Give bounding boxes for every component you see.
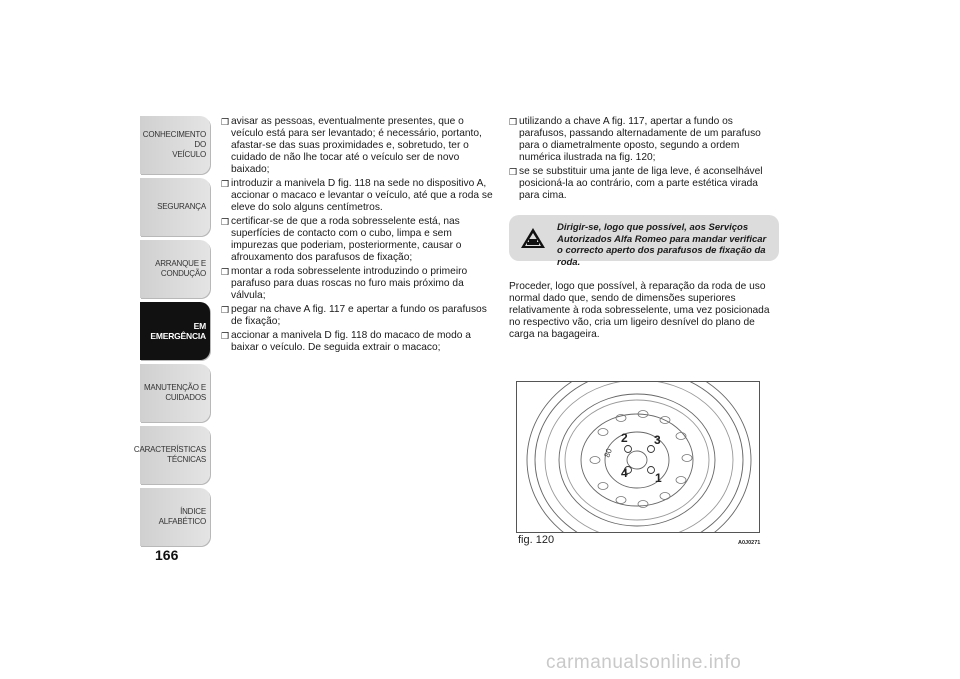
wheel-bolt-figure — [516, 381, 760, 533]
list-item-text: certificar-se de que a roda sobresselente está, nas superfícies de contacto com o cubo, limpa e sem impurezas que poderiam, posteriormente, causar o afrouxamento dos parafusos de fixação; — [231, 216, 462, 263]
right-column — [509, 116, 781, 341]
tab-em-emergencia[interactable] — [140, 302, 210, 360]
list-item-text: se se substituir uma jante de liga leve, é aconselhável posicioná-la ao contrário, com a parte estética virada para cima. — [519, 166, 763, 201]
tab-label: CARACTERÍSTICAS TÉCNICAS — [133, 445, 206, 464]
wheel-illustration — [517, 382, 760, 533]
warning-triangle-icon — [520, 227, 546, 249]
list-item — [221, 330, 493, 354]
checkbox-bullet-icon: ❒ — [509, 117, 518, 127]
list-item-text: utilizando a chave A fig. 117, apertar a fundo os parafusos, passando alternadamente de um parafuso para o diametralmente oposto, segundo a ordem numérica ilustrada na fig. 120; — [519, 116, 761, 163]
checkbox-bullet-icon: ❒ — [509, 167, 518, 177]
tab-conhecimento-do-veiculo[interactable] — [140, 116, 210, 174]
tab-arranque-e-conducao[interactable] — [140, 240, 210, 298]
checkbox-bullet-icon: ❒ — [221, 331, 230, 341]
list-item-text: introduzir a manivela D fig. 118 na sede no dispositivo A, accionar o macaco e levantar o veículo, até que a roda se eleve do solo alguns centímetros. — [231, 178, 493, 213]
figure-code: A0J0271 — [738, 540, 761, 546]
rim-marking: 80 — [602, 447, 614, 459]
tab-label: SEGURANÇA — [157, 202, 206, 211]
checkbox-bullet-icon: ❒ — [221, 267, 230, 277]
watermark: carmanualsonline.info — [546, 652, 742, 673]
tab-indice-alfabetico[interactable] — [140, 488, 210, 546]
tab-label: EM EMERGÊNCIA — [150, 321, 206, 341]
tab-seguranca[interactable] — [140, 178, 210, 236]
list-item — [221, 266, 493, 302]
tab-manutencao-e-cuidados[interactable] — [140, 364, 210, 422]
body-paragraph: Proceder, logo que possível, à reparação da roda de uso normal dado que, sendo de dimensões superiores relativamente à roda sobresselente, uma vez posicionada no respectivo vão, cria um ligeiro desnível do plano de carga na bagageira. — [509, 281, 770, 340]
list-item-text: pegar na chave A fig. 117 e apertar a fundo os parafusos de fixação; — [231, 304, 487, 327]
tab-label: MANUTENÇÃO E CUIDADOS — [143, 383, 206, 402]
bolt-number-1: 1 — [655, 471, 662, 485]
list-item-text: montar a roda sobresselente introduzindo o primeiro parafuso para duas roscas no furo mais próximo da válvula; — [231, 266, 468, 301]
list-item — [509, 166, 781, 202]
checkbox-bullet-icon: ❒ — [221, 217, 230, 227]
list-item — [221, 304, 493, 328]
list-item — [221, 116, 493, 176]
warning-box — [509, 215, 779, 268]
bolt-number-3: 3 — [654, 433, 661, 447]
checkbox-bullet-icon: ❒ — [221, 179, 230, 189]
warning-text: Dirigir-se, logo que possível, aos Serviços Autorizados Alfa Romeo para mandar verificar o correcto aperto dos parafusos de fixação da roda. — [557, 222, 767, 268]
bolt-number-2: 2 — [621, 431, 628, 445]
list-item — [509, 116, 781, 164]
page-number: 166 — [155, 547, 179, 563]
tab-label: ÍNDICE ALFABÉTICO — [158, 507, 206, 526]
tab-caracteristicas-tecnicas[interactable] — [133, 426, 210, 484]
list-item-text: avisar as pessoas, eventualmente presentes, que o veículo está para ser levantado; é necessário, portanto, afastar-se das suas proximidades e, sobretudo, ter o cuidado de não lhe tocar até o veículo ser de novo baixado; — [231, 116, 482, 175]
list-item — [221, 216, 493, 264]
tab-label: CONHECIMENTO DO VEÍCULO — [142, 130, 206, 159]
list-item — [221, 178, 493, 214]
list-item-text: accionar a manivela D fig. 118 do macaco de modo a baixar o veículo. De seguida extrair o macaco; — [231, 330, 471, 353]
checkbox-bullet-icon: ❒ — [221, 305, 230, 315]
tab-label: ARRANQUE E CONDUÇÃO — [155, 259, 206, 278]
bolt-number-4: 4 — [621, 466, 628, 480]
left-column — [221, 116, 493, 356]
figure-label: fig. 120 — [518, 534, 555, 546]
checkbox-bullet-icon: ❒ — [221, 117, 230, 127]
